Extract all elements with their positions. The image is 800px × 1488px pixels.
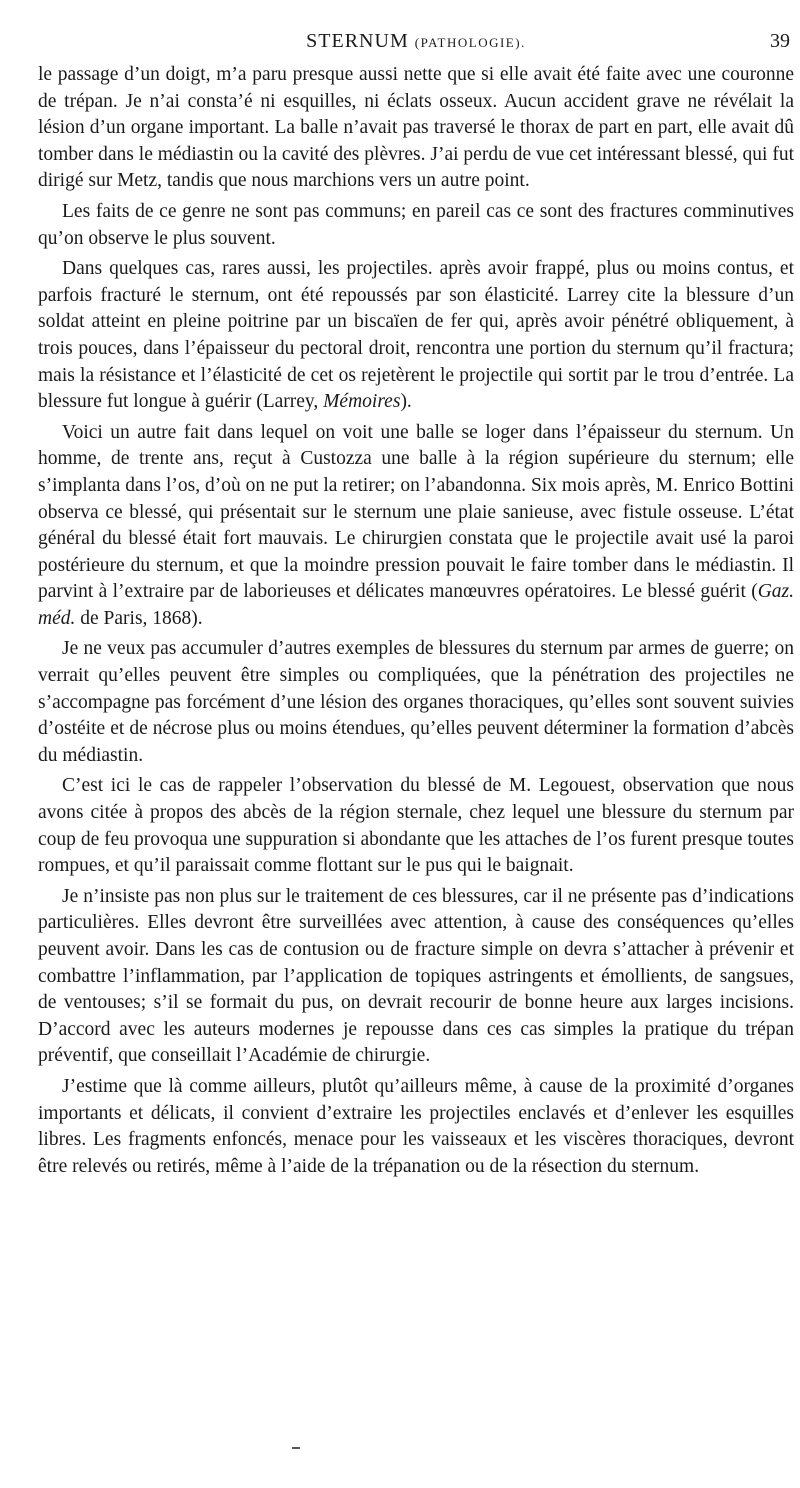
page-number: 39	[770, 30, 790, 52]
paragraph	[38, 62, 794, 195]
body-text	[38, 62, 794, 1180]
italic-text: Mémoires	[323, 391, 401, 413]
running-title-sub: (PATHOLOGIE).	[414, 35, 526, 50]
paragraph-text: ).	[400, 391, 412, 413]
paragraph-text: Voici un autre fait dans lequel on voit une balle se loger dans l’épaisseur du sternum. Un homme, de trente ans, reçut à Custozza une balle à la région supérieure du sternum; elle s’implanta dans l’os, d’où on ne put la retirer; on l’abandonna. Six mois après, M. Enrico Bottini observa ce blessé, qui présentait sur le sternum une plaie sanieuse, avec fistule osseuse. L’état général du blessé était fort mauvais. Le chirurgien constata que le projectile avait usé la paroi postérieure du sternum, et que la moindre pression pouvait le faire tomber dans le médiastin. Il parvint à l’extraire par de laborieuses et délicates manœuvres opératoires. Le blessé guérit (	[38, 421, 794, 603]
paragraph	[38, 636, 794, 769]
paragraph	[38, 256, 794, 416]
running-head	[38, 30, 794, 60]
paragraph-text: Dans quelques cas, rares aussi, les projectiles. après avoir frappé, plus ou moins contus, et parfois fracturé le sternum, ont été repoussés par son élasticité. Larrey cite la blessure d’un soldat atteint en pleine poitrine par un biscaïen de fer qui, après avoir pénétré obliquement, à trois pouces, dans l’épaisseur du pectoral droit, rencontra une portion du sternum qu’il fractura; mais la résistance et l’élasticité de cet os rejetèrent le projectile qui sortit par le trou d’entrée. La blessure fut longue à guérir (Larrey,	[38, 258, 794, 413]
running-title	[38, 30, 794, 53]
paragraph-text: J’estime que là comme ailleurs, plutôt qu’ailleurs même, à cause de la proximité d’organes importants et délicats, il convient d’extraire les projectiles enclavés et d’enlever les esquilles libres. Les fragments enfoncés, menace pour les vaisseaux et les viscères thoraciques, devront être relevés ou retirés, même à l’aide de la trépanation ou de la résection du sternum.	[38, 1075, 794, 1177]
paragraph	[38, 773, 794, 879]
paragraph	[38, 420, 794, 633]
page	[38, 30, 794, 1180]
paragraph	[38, 199, 794, 252]
paragraph	[38, 884, 794, 1070]
paragraph	[38, 1074, 794, 1180]
paragraph-text: Je ne veux pas accumuler d’autres exemples de blessures du sternum par armes de guerre; on verrait qu’elles peuvent être simples ou compliquées, que la pénétration des projectiles ne s’accompagne pas forcément d’une lésion des organes thoraciques, qu’elles sont souvent suivies d’ostéite et de nécrose plus ou moins étendues, qu’elles peuvent déterminer la formation d’abcès du médiastin.	[38, 638, 794, 766]
page-mark	[292, 1447, 300, 1449]
paragraph-text: le passage d’un doigt, m’a paru presque aussi nette que si elle avait été faite avec une couronne de trépan. Je n’ai consta’é ni esquilles, ni éclats osseux. Aucun accident grave ne révélait la lésion d’un organe important. La balle n’avait pas traversé le thorax de part en part, elle avait dû tomber dans le médiastin ou la cavité des plèvres. J’ai perdu de vue cet intéressant blessé, qui fut dirigé sur Metz, tandis que nous marchions vers un autre point.	[38, 64, 794, 192]
running-title-main: STERNUM	[306, 30, 409, 52]
italic-text: Gaz. méd.	[38, 581, 794, 629]
paragraph-text: Je n’insiste pas non plus sur le traitement de ces blessures, car il ne présente pas d’indications particulières. Elles devront être surveillées avec attention, à cause des conséquences qu’elles peuvent avoir. Dans les cas de contusion ou de fracture simple on devra s’attacher à prévenir et combattre l’inflammation, par l’application de topiques astringents et émollients, de sangsues, de ventouses; s’il se formait du pus, on devrait recourir de bonne heure aux larges incisions. D’accord avec les auteurs modernes je repousse dans ces cas simples la pratique du trépan préventif, que conseillait l’Académie de chirurgie.	[38, 885, 794, 1067]
paragraph-text: C’est ici le cas de rappeler l’observation du blessé de M. Legouest, observation que nous avons citée à propos des abcès de la région sternale, chez lequel une blessure du sternum par coup de feu provoqua une suppuration si abondante que les attaches de l’os furent presque toutes rompues, et qu’il paraissait comme flottant sur le pus qui le baignait.	[38, 775, 794, 877]
paragraph-text: Les faits de ce genre ne sont pas communs; en pareil cas ce sont des fractures comminutives qu’on observe le plus souvent.	[38, 200, 794, 249]
paragraph-text: de Paris, 1868).	[75, 607, 203, 629]
